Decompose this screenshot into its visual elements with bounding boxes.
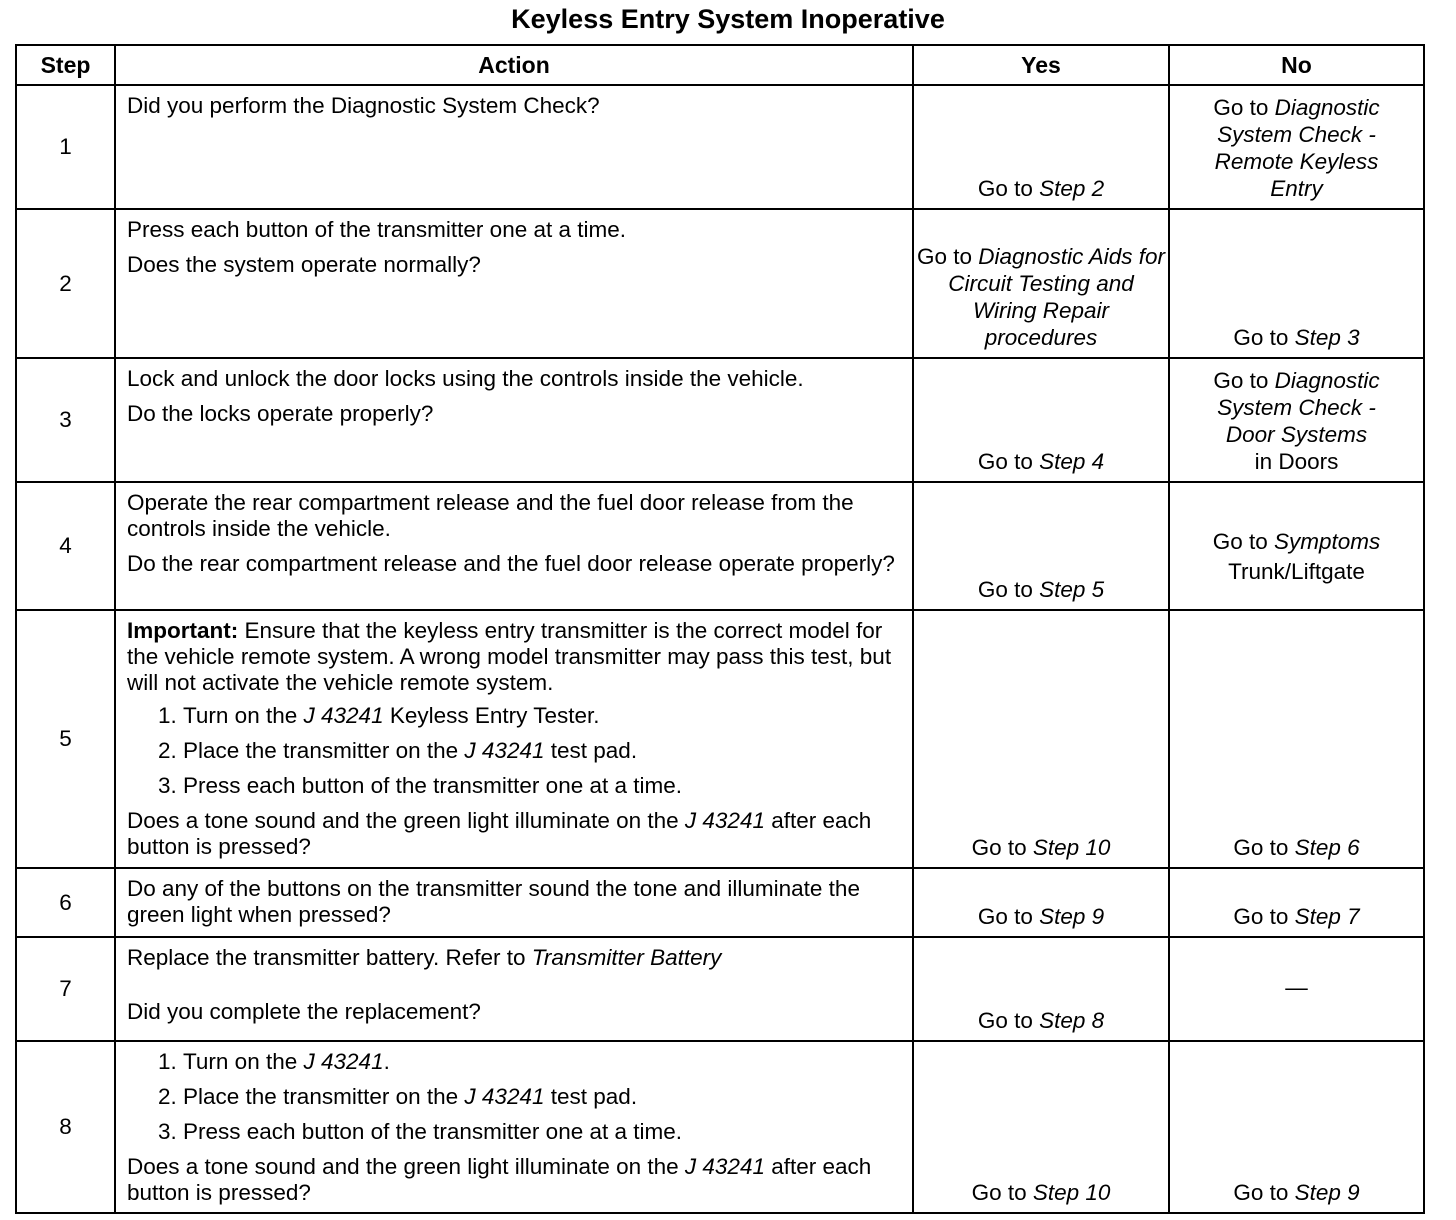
action-cell bbox=[115, 868, 913, 937]
reference-link[interactable]: Transmitter Battery bbox=[531, 945, 722, 970]
no-link[interactable]: Step 9 bbox=[1294, 1180, 1360, 1205]
go-to-label: Go to bbox=[1213, 368, 1269, 393]
go-to-label: Go to bbox=[977, 1008, 1033, 1033]
go-to-label: Go to bbox=[1212, 529, 1268, 554]
tool-ref: J 43241 bbox=[303, 1049, 384, 1074]
go-to-label: Go to bbox=[1233, 904, 1289, 929]
tool-ref: J 43241 bbox=[464, 1084, 545, 1109]
header-row bbox=[16, 45, 1424, 85]
yes-link[interactable]: Diagnostic Aids for Circuit Testing and Wiring Repair procedures bbox=[948, 244, 1166, 350]
step-number: 2 bbox=[16, 209, 115, 358]
no-link[interactable]: Diagnostic System Check - Door Systems bbox=[1217, 368, 1380, 447]
yes-cell bbox=[913, 358, 1169, 482]
action-cell bbox=[115, 209, 913, 358]
header-action: Action bbox=[115, 45, 913, 85]
action-question: Do any of the buttons on the transmitter sound the tone and illuminate the green light when pressed? bbox=[127, 876, 860, 927]
header-no: No bbox=[1169, 45, 1424, 85]
action-cell bbox=[115, 85, 913, 209]
list-item: 3. Press each button of the transmitter one at a time. bbox=[183, 773, 902, 799]
action-instruction: Press each button of the transmitter one at a time. bbox=[127, 217, 627, 242]
action-question: Does a tone sound and the green light illuminate on the J 43241 after each button is pressed? bbox=[127, 1154, 872, 1205]
table-row bbox=[16, 358, 1424, 482]
action-instruction: Lock and unlock the door locks using the controls inside the vehicle. bbox=[127, 366, 804, 391]
no-link[interactable]: Symptoms bbox=[1274, 529, 1381, 554]
table-row bbox=[16, 1041, 1424, 1213]
yes-cell bbox=[913, 85, 1169, 209]
list-item: 1. Turn on the J 43241. bbox=[183, 1049, 902, 1075]
no-cell bbox=[1169, 358, 1424, 482]
no-cell bbox=[1169, 1041, 1424, 1213]
no-link[interactable]: Diagnostic System Check - Remote Keyless Entry bbox=[1214, 95, 1380, 201]
important-label: Important: bbox=[127, 618, 239, 643]
table-row bbox=[16, 85, 1424, 209]
list-item: 2. Place the transmitter on the J 43241 test pad. bbox=[183, 1084, 902, 1110]
table-row bbox=[16, 482, 1424, 610]
yes-link[interactable]: Step 10 bbox=[1032, 835, 1111, 860]
go-to-label: Go to bbox=[1233, 325, 1289, 350]
action-question: Did you perform the Diagnostic System Check? bbox=[127, 93, 600, 118]
action-cell bbox=[115, 358, 913, 482]
list-item: 2. Place the transmitter on the J 43241 test pad. bbox=[183, 738, 902, 764]
action-question: Does the system operate normally? bbox=[127, 252, 481, 277]
no-suffix: in Doors bbox=[1254, 449, 1339, 474]
no-cell bbox=[1169, 868, 1424, 937]
yes-link[interactable]: Step 4 bbox=[1039, 449, 1105, 474]
action-instruction: Operate the rear compartment release and the fuel door release from the controls inside the vehicle. bbox=[127, 490, 854, 541]
tool-ref: J 43241 bbox=[303, 703, 384, 728]
step-list bbox=[127, 703, 902, 799]
no-link[interactable]: Step 7 bbox=[1294, 904, 1360, 929]
table-row bbox=[16, 610, 1424, 868]
important-note bbox=[127, 618, 902, 696]
action-cell bbox=[115, 937, 913, 1041]
action-cell bbox=[115, 1041, 913, 1213]
yes-link[interactable]: Step 9 bbox=[1039, 904, 1105, 929]
go-to-label: Go to bbox=[977, 449, 1033, 474]
action-question: Did you complete the replacement? bbox=[127, 999, 481, 1024]
step-number: 7 bbox=[16, 937, 115, 1041]
action-question: Do the rear compartment release and the fuel door release operate properly? bbox=[127, 551, 895, 576]
no-cell bbox=[1169, 610, 1424, 868]
tool-ref: J 43241 bbox=[684, 1154, 765, 1179]
yes-link[interactable]: Step 10 bbox=[1032, 1180, 1111, 1205]
page-title: Keyless Entry System Inoperative bbox=[511, 4, 945, 34]
no-link[interactable]: Step 6 bbox=[1294, 835, 1360, 860]
step-list bbox=[127, 1049, 902, 1145]
header-yes: Yes bbox=[913, 45, 1169, 85]
yes-cell bbox=[913, 868, 1169, 937]
no-cell bbox=[1169, 209, 1424, 358]
no-cell bbox=[1169, 937, 1424, 1041]
table-row bbox=[16, 937, 1424, 1041]
go-to-label: Go to bbox=[1233, 835, 1289, 860]
table-row bbox=[16, 209, 1424, 358]
go-to-label: Go to bbox=[977, 577, 1033, 602]
action-cell bbox=[115, 610, 913, 868]
yes-link[interactable]: Step 5 bbox=[1039, 577, 1105, 602]
go-to-label: Go to bbox=[971, 1180, 1027, 1205]
no-suffix: Trunk/Liftgate bbox=[1228, 559, 1365, 584]
go-to-label: Go to bbox=[916, 244, 972, 269]
step-number: 4 bbox=[16, 482, 115, 610]
tool-ref: J 43241 bbox=[684, 808, 765, 833]
step-number: 3 bbox=[16, 358, 115, 482]
step-number: 8 bbox=[16, 1041, 115, 1213]
spacer bbox=[127, 971, 902, 999]
action-cell bbox=[115, 482, 913, 610]
no-link[interactable]: Step 3 bbox=[1294, 325, 1360, 350]
step-number: 6 bbox=[16, 868, 115, 937]
go-to-label: Go to bbox=[1213, 95, 1269, 120]
yes-link[interactable]: Step 2 bbox=[1039, 176, 1105, 201]
yes-cell bbox=[913, 937, 1169, 1041]
step-number: 5 bbox=[16, 610, 115, 868]
yes-cell bbox=[913, 209, 1169, 358]
tool-ref: J 43241 bbox=[464, 738, 545, 763]
action-instruction: Replace the transmitter battery. Refer to Transmitter Battery bbox=[127, 945, 722, 970]
go-to-label: Go to bbox=[977, 904, 1033, 929]
no-cell bbox=[1169, 85, 1424, 209]
table-row bbox=[16, 868, 1424, 937]
action-question: Do the locks operate properly? bbox=[127, 401, 434, 426]
yes-cell bbox=[913, 482, 1169, 610]
go-to-label: Go to bbox=[977, 176, 1033, 201]
list-item: 1. Turn on the J 43241 Keyless Entry Tester. bbox=[183, 703, 902, 729]
action-question: Does a tone sound and the green light illuminate on the J 43241 after each button is pressed? bbox=[127, 808, 872, 859]
no-dash: — bbox=[1285, 975, 1308, 1000]
no-cell bbox=[1169, 482, 1424, 610]
header-step: Step bbox=[16, 45, 115, 85]
yes-link[interactable]: Step 8 bbox=[1039, 1008, 1105, 1033]
step-number: 1 bbox=[16, 85, 115, 209]
yes-cell bbox=[913, 1041, 1169, 1213]
go-to-label: Go to bbox=[1233, 1180, 1289, 1205]
list-item: 3. Press each button of the transmitter one at a time. bbox=[183, 1119, 902, 1145]
diagnostic-table bbox=[15, 44, 1425, 1214]
yes-cell bbox=[913, 610, 1169, 868]
important-text: Ensure that the keyless entry transmitter is the correct model for the vehicle remote system. A wrong model transmitter may pass this test, but will not activate the vehicle remote system. bbox=[127, 618, 892, 695]
go-to-label: Go to bbox=[971, 835, 1027, 860]
